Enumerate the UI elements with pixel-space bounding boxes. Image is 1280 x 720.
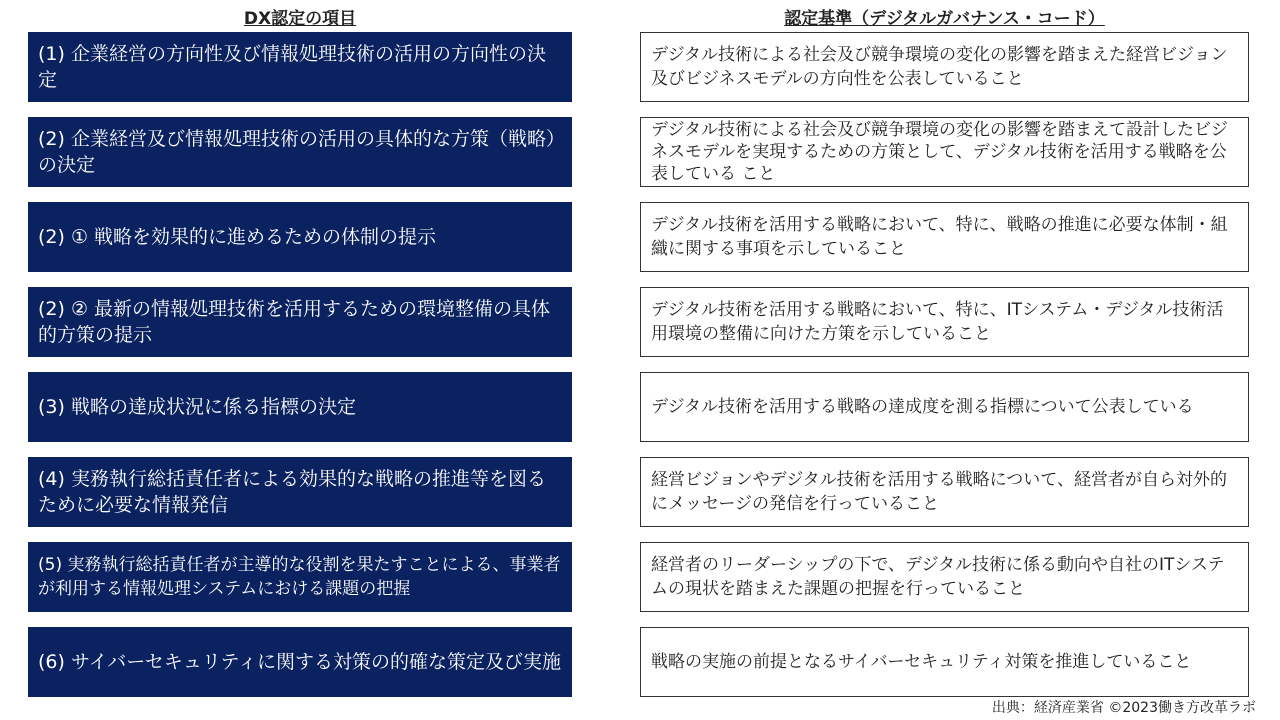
source-credit: 出典：経済産業省 ©2023働き方改革ラボ	[991, 700, 1256, 716]
criteria-4	[640, 457, 1249, 527]
dx-item-2	[28, 117, 572, 187]
dx-item-text: (2) ② 最新の情報処理技術を活用するための環境整備の具体的方策の提示	[38, 298, 551, 346]
criteria-3	[640, 372, 1249, 442]
dx-item-6	[28, 627, 572, 697]
dx-item-5	[28, 542, 572, 612]
criteria-text: デジタル技術を活用する戦略の達成度を測る指標について公表している	[651, 397, 1194, 417]
dx-item-2-2	[28, 287, 572, 357]
dx-item-2-1	[28, 202, 572, 272]
criteria-2-2	[640, 287, 1249, 357]
dx-item-text: (2) ① 戦略を効果的に進めるための体制の提示	[38, 226, 437, 248]
criteria-5	[640, 542, 1249, 612]
criteria-text: 経営ビジョンやデジタル技術を活用する戦略について、経営者が自ら対外的にメッセージの発信を行っていること	[651, 470, 1227, 514]
dx-item-4	[28, 457, 572, 527]
criteria-text: デジタル技術を活用する戦略において、特に、戦略の推進に必要な体制・組織に関する事項を示していること	[651, 215, 1228, 259]
dx-item-text: (5) 実務執行総括責任者が主導的な役割を果たすことによる、事業者が利用する情報処理システムにおける課題の把握	[38, 555, 561, 599]
dx-item-text: (6) サイバーセキュリティに関する対策の的確な策定及び実施	[38, 651, 561, 673]
dx-item-text: (3) 戦略の達成状況に係る指標の決定	[38, 396, 356, 418]
items-column-header: DX認定の項目	[243, 9, 357, 29]
criteria-text: 戦略の実施の前提となるサイバーセキュリティ対策を推進していること	[651, 652, 1192, 672]
criteria-column-header: 認定基準（デジタルガバナンス・コード）	[784, 9, 1105, 29]
dx-item-text: (1) 企業経営の方向性及び情報処理技術の活用の方向性の決定	[38, 43, 546, 91]
dx-item-1	[28, 32, 572, 102]
dx-item-text: (4) 実務執行総括責任者による効果的な戦略の推進等を図るために必要な情報発信	[38, 468, 546, 516]
dx-item-text: (2) 企業経営及び情報処理技術の活用の具体的な方策（戦略）の決定	[38, 128, 556, 176]
criteria-2-1	[640, 202, 1249, 272]
criteria-1	[640, 32, 1249, 102]
criteria-text: デジタル技術による社会及び競争環境の変化の影響を踏まえて設計したビジネスモデルを実現するための方策として、デジタル技術を活用する戦略を公表している こと	[651, 120, 1228, 184]
criteria-text: 経営者のリーダーシップの下で、デジタル技術に係る動向や自社のITシステムの現状を踏まえた課題の把握を行っていること	[651, 555, 1225, 599]
criteria-6	[640, 627, 1249, 697]
criteria-text: デジタル技術による社会及び競争環境の変化の影響を踏まえた経営ビジョン及びビジネスモデルの方向性を公表していること	[651, 45, 1228, 89]
dx-item-3	[28, 372, 572, 442]
criteria-2	[640, 117, 1249, 187]
criteria-text: デジタル技術を活用する戦略において、特に、ITシステム・デジタル技術活用環境の整備に向けた方策を示していること	[651, 300, 1224, 344]
